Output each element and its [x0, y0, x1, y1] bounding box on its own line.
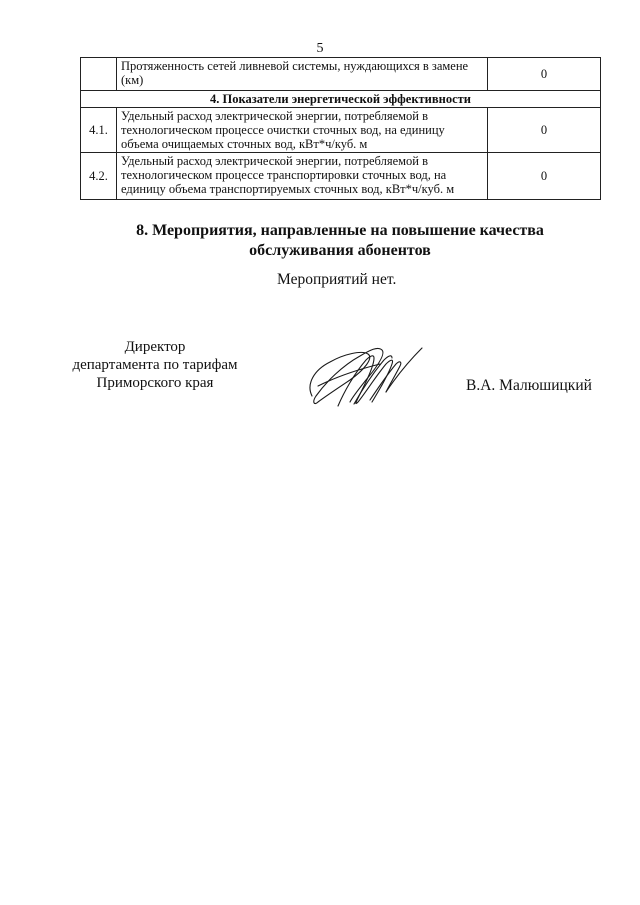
signer-title-line: департамента по тарифам: [72, 357, 238, 373]
row-number: [81, 58, 117, 91]
section-title-line: обслуживания абонентов: [249, 242, 431, 259]
indicators-table: [80, 57, 601, 200]
table-section-row: [81, 91, 601, 108]
table-row: [81, 58, 601, 91]
table-row: [81, 153, 601, 200]
row-number: 4.2.: [81, 153, 117, 200]
section-title-line: 8. Мероприятия, направленные на повышение качества: [136, 222, 544, 239]
row-description: Протяженность сетей ливневой системы, нуждающихся в замене (км): [117, 58, 488, 91]
row-description: Удельный расход электрической энергии, потребляемой в технологическом процессе очистки сточных вод, на единицу объема очищаемых сточных вод, кВт*ч/куб. м: [117, 108, 488, 153]
handwritten-signature: [304, 336, 424, 412]
signer-title: [60, 338, 250, 392]
section-heading: 4. Показатели энергетической эффективности: [81, 91, 601, 108]
row-number: 4.1.: [81, 108, 117, 153]
row-value: 0: [488, 58, 601, 91]
section-title: [0, 221, 640, 261]
signer-title-line: Директор: [124, 339, 186, 355]
signer-title-line: Приморского края: [96, 375, 214, 391]
table-row: [81, 108, 601, 153]
row-value: 0: [488, 108, 601, 153]
section-body: Мероприятий нет.: [277, 271, 397, 288]
page-number: 5: [316, 41, 324, 56]
row-value: 0: [488, 153, 601, 200]
row-description: Удельный расход электрической энергии, потребляемой в технологическом процессе транспортировки сточных вод, на единицу объема транспортируемых сточных вод, кВт*ч/куб. м: [117, 153, 488, 200]
signer-name: В.А. Малюшицкий: [466, 377, 592, 394]
